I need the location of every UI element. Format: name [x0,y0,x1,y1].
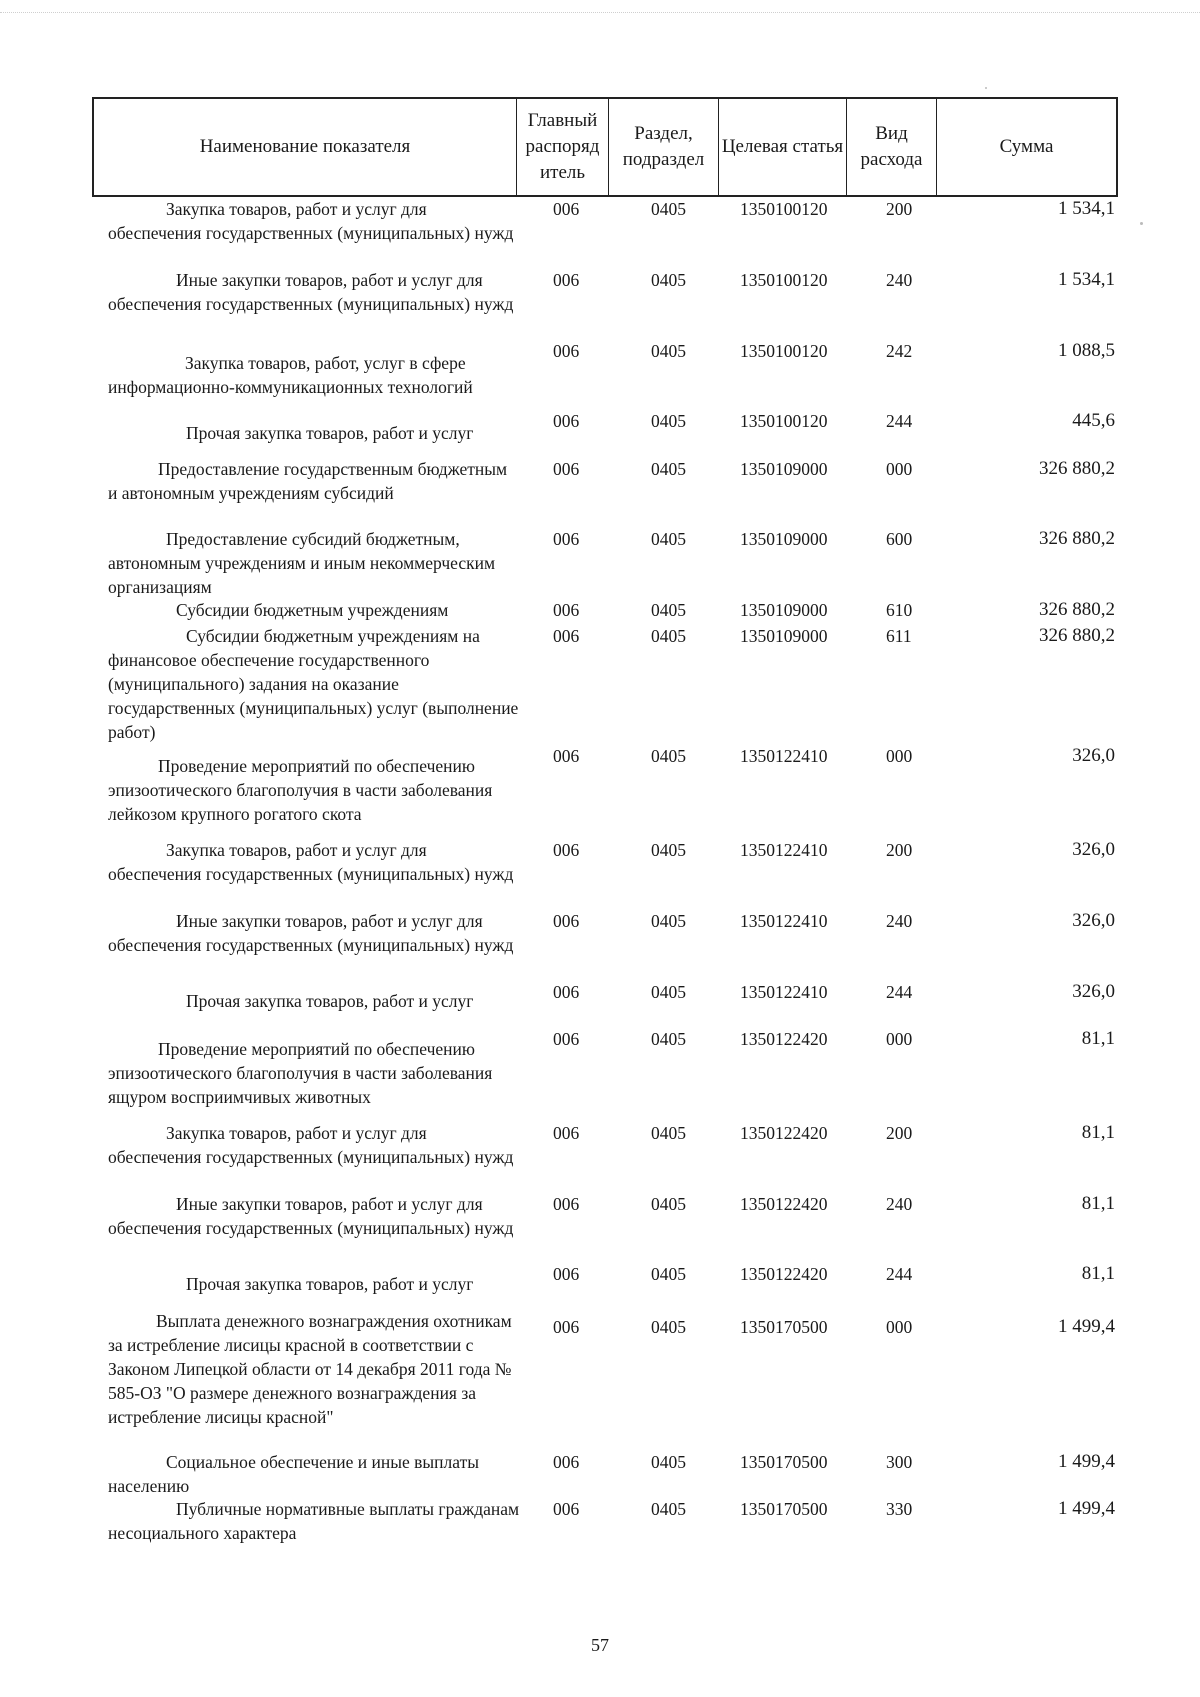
row-name: Закупка товаров, работ, услуг в сфере информационно-коммуникационных технологий [108,353,473,397]
row-glavny: 006 [553,1499,580,1519]
row-celevaya: 1350122410 [740,746,828,766]
row-name: Социальное обеспечение и иные выплаты населению [108,1452,480,1496]
row-glavny: 006 [553,600,580,620]
row-summa: 326,0 [1072,981,1115,1002]
row-razdel: 0405 [651,746,686,766]
row-celevaya: 1350100120 [740,270,828,290]
row-razdel: 0405 [651,982,686,1002]
row-glavny: 006 [553,341,580,361]
row-celevaya: 1350109000 [740,600,828,620]
row-name: Прочая закупка товаров, работ и услуг [186,423,474,443]
row-name: Закупка товаров, работ и услуг для обеспечения государственных (муниципальных) нужд [108,1123,514,1167]
row-summa: 81,1 [1081,1193,1115,1214]
row-name: Иные закупки товаров, работ и услуг для обеспечения государственных (муниципальных) нужд [108,1194,514,1238]
row-name: Предоставление субсидий бюджетным, автономным учреждениям и иным некоммерческим организациям [108,529,496,597]
row-name: Публичные нормативные выплаты гражданам несоциального характера [108,1499,520,1543]
row-celevaya: 1350170500 [740,1499,828,1519]
row-celevaya: 1350122420 [740,1194,828,1214]
row-vid: 611 [886,626,912,646]
row-vid: 244 [886,1264,913,1284]
row-name: Проведение мероприятий по обеспечению эпизоотического благополучия в части заболевания ящуром восприимчивых животных [108,1039,493,1107]
row-summa: 81,1 [1081,1263,1115,1284]
row-summa: 1 534,1 [1058,198,1115,219]
row-glavny: 006 [553,459,580,479]
row-glavny: 006 [553,270,580,290]
row-summa: 326 880,2 [1039,599,1115,620]
row-summa: 1 534,1 [1058,269,1115,290]
row-name: Предоставление государственным бюджетным и автономным учреждениям субсидий [108,459,508,503]
row-glavny: 006 [553,1029,580,1049]
row-celevaya: 1350122420 [740,1029,828,1049]
row-glavny: 006 [553,840,580,860]
row-vid: 300 [886,1452,913,1472]
row-celevaya: 1350109000 [740,626,828,646]
row-summa: 1 499,4 [1058,1316,1115,1337]
row-razdel: 0405 [651,1452,686,1472]
row-vid: 000 [886,746,913,766]
row-vid: 000 [886,1317,913,1337]
row-razdel: 0405 [651,1264,686,1284]
row-celevaya: 1350122410 [740,982,828,1002]
row-summa: 326 880,2 [1039,528,1115,549]
row-name: Прочая закупка товаров, работ и услуг [186,1274,474,1294]
row-celevaya: 1350100120 [740,341,828,361]
row-razdel: 0405 [651,1499,686,1519]
row-razdel: 0405 [651,270,686,290]
header-celevaya: Целевая статья [719,99,847,195]
row-celevaya: 1350122420 [740,1123,828,1143]
row-vid: 000 [886,459,913,479]
row-name: Закупка товаров, работ и услуг для обеспечения государственных (муниципальных) нужд [108,840,514,884]
table-header [92,97,1118,197]
row-vid: 610 [886,600,913,620]
row-razdel: 0405 [651,911,686,931]
row-summa: 326,0 [1072,839,1115,860]
scan-speck [1140,222,1143,225]
row-summa: 81,1 [1081,1028,1115,1049]
row-celevaya: 1350122420 [740,1264,828,1284]
row-celevaya: 1350109000 [740,529,828,549]
row-summa: 326,0 [1072,745,1115,766]
scan-speck [985,87,987,89]
row-glavny: 006 [553,626,580,646]
row-summa: 1 499,4 [1058,1498,1115,1519]
row-razdel: 0405 [651,199,686,219]
row-razdel: 0405 [651,1194,686,1214]
row-glavny: 006 [553,411,580,431]
row-glavny: 006 [553,529,580,549]
row-glavny: 006 [553,1123,580,1143]
row-summa: 326 880,2 [1039,458,1115,479]
page-number: 57 [591,1635,609,1655]
row-name: Закупка товаров, работ и услуг для обеспечения государственных (муниципальных) нужд [108,199,514,243]
row-celevaya: 1350100120 [740,199,828,219]
row-name: Иные закупки товаров, работ и услуг для обеспечения государственных (муниципальных) нужд [108,270,514,314]
row-razdel: 0405 [651,1123,686,1143]
row-summa: 1 499,4 [1058,1451,1115,1472]
row-vid: 000 [886,1029,913,1049]
row-glavny: 006 [553,746,580,766]
header-summa: Сумма [999,136,1054,157]
row-summa: 326,0 [1072,910,1115,931]
row-glavny: 006 [553,1317,580,1337]
row-vid: 200 [886,840,913,860]
row-glavny: 006 [553,1264,580,1284]
row-razdel: 0405 [651,459,686,479]
row-celevaya: 1350122410 [740,840,828,860]
header-glavny: Главный распоряд итель [517,99,609,195]
row-glavny: 006 [553,982,580,1002]
row-summa: 81,1 [1081,1122,1115,1143]
row-vid: 244 [886,411,913,431]
row-vid: 244 [886,982,913,1002]
row-celevaya: 1350122410 [740,911,828,931]
row-razdel: 0405 [651,529,686,549]
row-razdel: 0405 [651,1317,686,1337]
row-summa: 326 880,2 [1039,625,1115,646]
row-name: Выплата денежного вознаграждения охотникам за истребление лисицы красной в соответствии с Законом Липецкой области от 14 декабря 2011 года № 585-ОЗ "О размере денежного вознаграждения за истребление лисицы красной" [108,1311,512,1427]
row-name: Субсидии бюджетным учреждениям [176,600,449,620]
row-glavny: 006 [553,1194,580,1214]
row-vid: 330 [886,1499,913,1519]
row-summa: 445,6 [1072,410,1115,431]
row-razdel: 0405 [651,626,686,646]
row-vid: 242 [886,341,913,361]
row-summa: 1 088,5 [1058,340,1115,361]
row-vid: 200 [886,1123,913,1143]
row-razdel: 0405 [651,600,686,620]
row-celevaya: 1350170500 [740,1452,828,1472]
row-celevaya: 1350170500 [740,1317,828,1337]
scan-edge-line [0,12,1200,13]
row-vid: 600 [886,529,913,549]
row-glavny: 006 [553,1452,580,1472]
row-name: Субсидии бюджетным учреждениям на финансовое обеспечение государственного (муниципального) задания на оказание государственных (муниципальных) услуг (выполнение работ) [108,626,519,742]
row-celevaya: 1350109000 [740,459,828,479]
row-celevaya: 1350100120 [740,411,828,431]
row-name: Прочая закупка товаров, работ и услуг [186,991,474,1011]
row-razdel: 0405 [651,411,686,431]
row-glavny: 006 [553,199,580,219]
header-vid: Вид расхода [847,99,937,195]
row-razdel: 0405 [651,341,686,361]
row-vid: 240 [886,1194,913,1214]
row-name: Иные закупки товаров, работ и услуг для обеспечения государственных (муниципальных) нужд [108,911,514,955]
row-vid: 240 [886,911,913,931]
row-glavny: 006 [553,911,580,931]
row-vid: 240 [886,270,913,290]
row-razdel: 0405 [651,840,686,860]
header-name: Наименование показателя [94,99,517,195]
row-razdel: 0405 [651,1029,686,1049]
row-name: Проведение мероприятий по обеспечению эпизоотического благополучия в части заболевания лейкозом крупного рогатого скота [108,756,493,824]
row-vid: 200 [886,199,913,219]
header-razdel: Раздел, подраздел [609,99,719,195]
